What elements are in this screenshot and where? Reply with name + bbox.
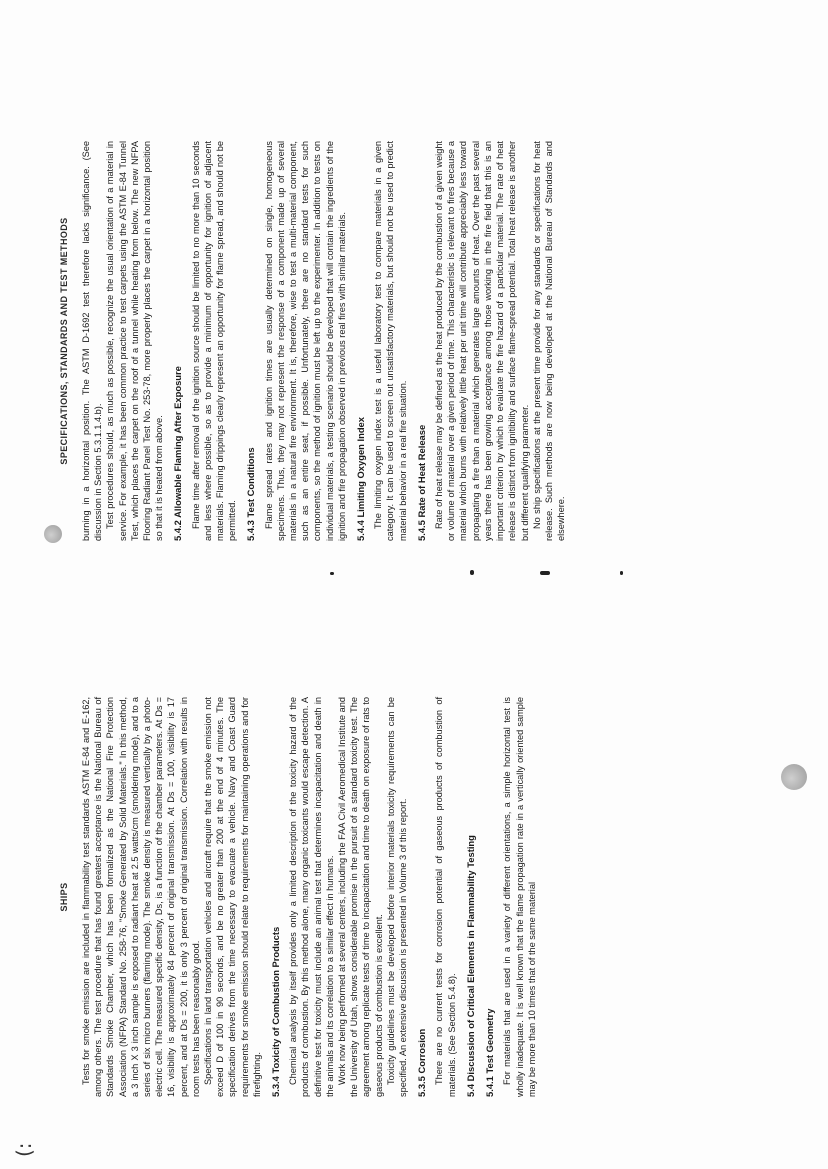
punch-hole-mark	[44, 525, 62, 543]
scan-speck	[540, 571, 550, 575]
section-heading: 5.4.3 Test Conditions	[245, 447, 257, 541]
left-body-text	[80, 697, 538, 1097]
left-running-head: SHIPS	[59, 882, 69, 912]
body-paragraph: For materials that are used in a variety of different orientations, a simple horizontal test is wholly inadequate. It is well known that the flame propagation rate in a vertically oriented sample may be more than 10 times that of the same material	[502, 697, 537, 1097]
body-paragraph: The limiting oxygen index test is a useful laboratory test to compare materials in a given category. It can be used to screen out unsatisfactory materials, but should not be used to predict material behavior in a real fire situation.	[373, 141, 408, 541]
punch-hole-mark	[781, 764, 807, 790]
body-paragraph: Flame spread rates and ignition times are usually determined on single, homogeneous specimens. Thus, they may not represent the response of a component made up of several materials in a natural fire environment. It is, therefore, wise to test a multi-material component, such as an entire seat, if possible. Unfortunately, there are no standard tests for such components, so the method of ignition must be left up to the experimenter. In addition to tests on individual materials, a testing scenario should be developed that will contain the ingredients of the ignition and fire propagation observed in previous real fires with similar materials.	[263, 141, 347, 541]
section-heading: 5.4.1 Test Geometry	[484, 1008, 496, 1097]
section-heading: 5.4 Discussion of Critical Elements in Flammability Testing	[464, 835, 476, 1097]
body-paragraph: Tests for smoke emission are included in flammability test standards ASTM E-84 and E-162, among others. The test procedure that has found greatest acceptance is the National Bureau of Standards Smoke Chamber, which has been formalized as the National Fire Protection Association (NFPA) Standard No. 258-76, "Smoke Generated by Solid Materials." In this method, a 3 inch X 3 inch sample is exposed to radiant heat at 2.5 watts/cm (smoldering mode), and to a series of six micro burners (flaming mode). The smoke density is measured vertically by a photo-electric cell. The measured specific density, Ds, is a function of the chamber parameters. At Ds = 16, visibility is approximately 84 percent of original transmission. At Ds = 100, visibility is 17 percent, and at Ds = 200, it is only 3 percent of original transmission. Correlation with results in room tests has been reasonably good.	[81, 697, 201, 1097]
section-heading: 5.3.5 Corrosion	[416, 1028, 428, 1097]
left-page	[0, 697, 828, 1097]
body-paragraph: Rate of heat release may be defined as the heat produced by the combustion of a given weight or volume of material over a given period of time. This characteristic is relevant to fires because a material which burns with relatively little heat per unit time will contribute appreciably less toward propagating a fire than a material which generates large amounts of heat. Over the past several years there has been growing acceptance among those working in the fire field that this is an important criterion by which to evaluate the fire hazard of a particular material. The rate of heat release is distinct from ignitibility and surface flame-spread potential. Total heat release is another but different qualifying parameter.	[434, 141, 530, 541]
body-paragraph: burning in a horizontal position. The ASTM D-1692 test therefore lacks significance. (See discussion in Section 5.3.1.1.4.b).	[81, 141, 104, 541]
body-paragraph: Work now being performed at several centers, including the FAA Civil Aeromedical Institute and the University of Utah, shows considerable promise in the pursuit of a standard toxicity test. The agreement among replicate tests of time to incapacitation and time to death on exposure of rats to gaseous products of combustion is excellent.	[337, 697, 384, 1097]
scan-speck	[470, 570, 474, 575]
scan-speck	[330, 572, 334, 575]
section-heading: 5.4.4 Limiting Oxygen Index	[355, 417, 367, 541]
section-heading: 5.3.4 Toxicity of Combustion Products	[270, 926, 282, 1097]
right-page	[0, 141, 828, 541]
scan-speck	[620, 571, 623, 575]
section-heading: 5.4.5 Rate of Heat Release	[415, 424, 427, 541]
body-paragraph: No ship specifications at the present time provide for any standards or specifications for heat release. Such methods are now being developed at the National Bureau of Standards and elsewhere.	[531, 141, 567, 541]
body-paragraph: Chemical analysis by itself provides only a limited description of the toxicity hazard of the products of combustion. By this method alone, many organic toxicants would escape detection. A definitive test for toxicity must include an animal test that determines incapacitation and death in the animals and its correlation to a similar effect in humans.	[288, 697, 335, 1097]
corner-scan-mark: (:	[12, 1142, 36, 1157]
body-paragraph: Specifications in land transportation vehicles and aircraft require that the smoke emission not exceed D of 100 in 90 seconds, and be no greater than 200 at the end of 4 minutes. The specification derives from the time necessary to evacuate a vehicle. Navy and Coast Guard requirements for smoke emission should relate to requirements for maintaining operations and for firefighting.	[203, 697, 262, 1097]
right-running-head: SPECIFICATIONS, STANDARDS AND TEST METHODS	[59, 217, 69, 465]
section-heading: 5.4.2 Allowable Flaming After Exposure	[172, 366, 184, 541]
body-paragraph: There are no current tests for corrosion potential of gaseous products of combustion of materials. (See Section 5.4.8).	[434, 697, 457, 1097]
right-body-text	[80, 141, 567, 541]
body-paragraph: Test procedures should, as much as possible, recognize the usual orientation of a material in service. For example, it has been common practice to test carpets using the ASTM E-84 Tunnel Test, which places the carpet on the roof of a tunnel while heating from below. The new NFPA Flooring Radiant Panel Test No. 253-78, more properly places the carpet in a horizontal position so that it is heated from above.	[105, 141, 165, 541]
body-paragraph: Toxicity guidelines must be developed before interior materials toxicity requirements can be specified. An extensive discussion is presented in Volume 3 of this report.	[385, 697, 409, 1097]
body-paragraph: Flame time after removal of the ignition source should be limited to no more than 10 seconds and less where possible, so as to provide a minimum of opportunity for ignition of adjacent materials. Flaming drippings clearly represent an opportunity for flame spread, and should not be permitted.	[190, 141, 238, 541]
